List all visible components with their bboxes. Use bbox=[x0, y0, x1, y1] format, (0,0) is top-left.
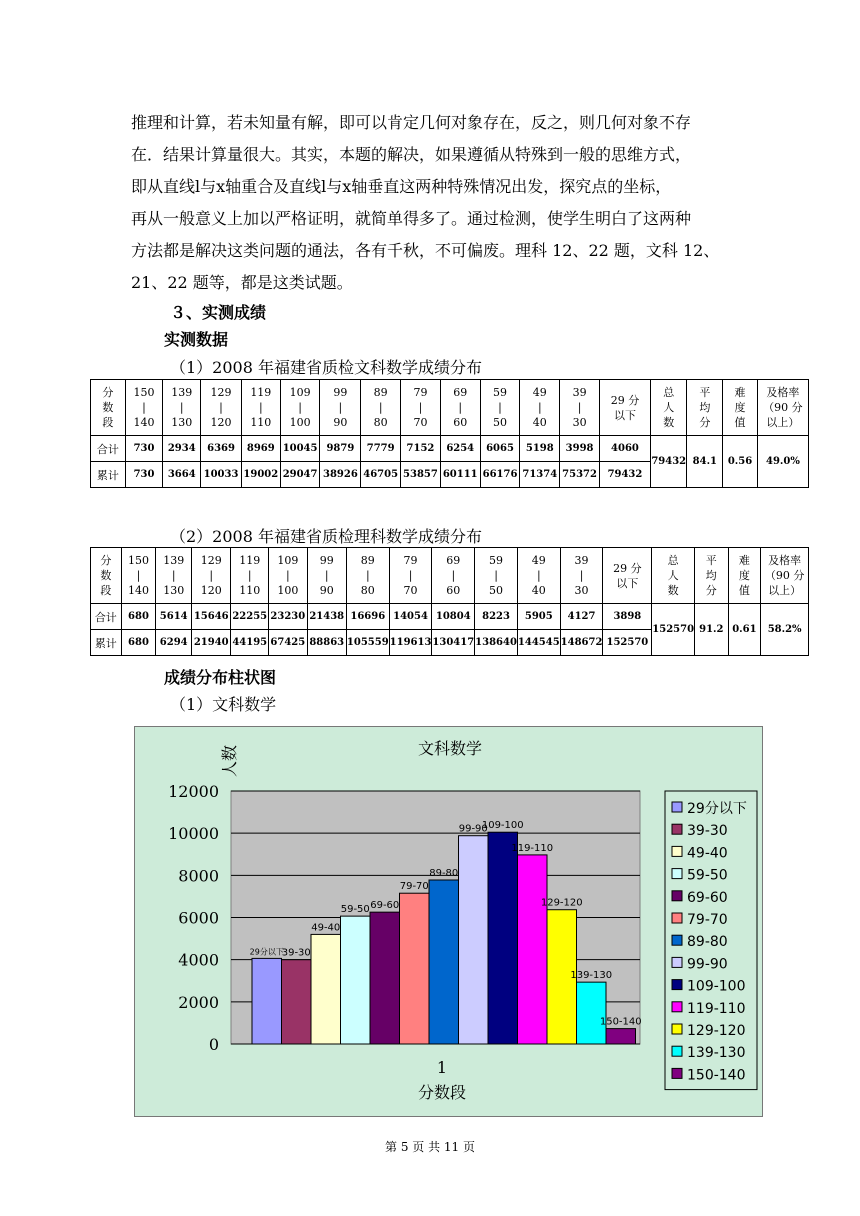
legend-swatch bbox=[672, 824, 682, 834]
bar-data-label: 150-140 bbox=[599, 1016, 642, 1028]
bar-69-60 bbox=[370, 912, 400, 1044]
table1-cumulative-cell: 66176 bbox=[480, 462, 520, 488]
table1-header-cell: 平 均 分 bbox=[687, 380, 723, 436]
legend-swatch bbox=[672, 802, 682, 812]
table1-header-cell: 49 | 40 bbox=[520, 380, 560, 436]
legend-label: 49-40 bbox=[687, 845, 728, 862]
chart-caption: （1）文科数学 bbox=[170, 695, 277, 714]
legend-swatch bbox=[672, 1002, 682, 1012]
legend-label: 79-70 bbox=[687, 912, 728, 928]
section-heading: ３、实测成绩 bbox=[170, 303, 267, 322]
table2-total-cell: 15646 bbox=[192, 604, 231, 630]
table1-total-cell: 3998 bbox=[560, 436, 600, 462]
legend-swatch bbox=[672, 1046, 682, 1056]
y-axis-label: 人数 bbox=[220, 744, 239, 778]
table2-header-cell: 139 | 130 bbox=[156, 548, 192, 604]
bar-119-110 bbox=[518, 855, 548, 1044]
table2-header-cell: 129 | 120 bbox=[192, 548, 231, 604]
bar-data-label: 49-40 bbox=[311, 922, 341, 934]
table2-header-cell: 150 | 140 bbox=[121, 548, 156, 604]
paragraph-line: 21、22 题等，都是这类试题。 bbox=[131, 273, 353, 292]
table2-header-cell: 79 | 70 bbox=[389, 548, 432, 604]
y-tick-label: 6000 bbox=[178, 908, 219, 928]
table2-header-cell: 109 | 100 bbox=[269, 548, 308, 604]
y-tick-label: 4000 bbox=[178, 950, 219, 970]
table1-cumulative-cell: 19002 bbox=[241, 462, 280, 488]
legend-swatch bbox=[672, 913, 682, 923]
table2-total-cell: 10804 bbox=[432, 604, 475, 630]
legend-label: 29分以下 bbox=[687, 801, 747, 817]
bar-data-label: 139-130 bbox=[570, 970, 613, 982]
paragraph-line: 在．结果计算量很大。其实，本题的解决，如果遵循从特殊到一般的思维方式， bbox=[131, 145, 692, 164]
table2-cumulative-cell: 130417 bbox=[432, 630, 475, 656]
table1-header-cell: 难 度 值 bbox=[723, 380, 758, 436]
table2-total-cell: 23230 bbox=[269, 604, 308, 630]
score-table-science bbox=[90, 547, 809, 656]
table1-header-cell: 分 数 段 bbox=[91, 380, 126, 436]
table1-total-cell: 6369 bbox=[201, 436, 242, 462]
table2-caption: （2）2008 年福建省质检理科数学成绩分布 bbox=[170, 527, 482, 546]
table2-header-cell: 59 | 50 bbox=[475, 548, 518, 604]
table2-total-cell: 680 bbox=[121, 604, 156, 630]
paragraph-line: 再从一般意义上加以严格证明，就简单得多了。通过检测，使学生明白了这两种 bbox=[131, 209, 692, 228]
page-footer: 第 5 页 共 11 页 bbox=[385, 1140, 475, 1154]
table1-header-cell: 109 | 100 bbox=[280, 380, 320, 436]
subheading-chart: 成绩分布柱状图 bbox=[164, 668, 277, 687]
bar-data-label: 59-50 bbox=[340, 904, 370, 916]
table1-total-cell: 2934 bbox=[163, 436, 201, 462]
table2-cumulative-cell: 138640 bbox=[475, 630, 518, 656]
table1-total-cell: 5198 bbox=[520, 436, 560, 462]
score-table-arts bbox=[90, 379, 809, 488]
paragraph-line: 即从直线l与x轴重合及直线l与x轴垂直这两种特殊情况出发，探究点的坐标， bbox=[131, 177, 672, 196]
table1-header-cell: 129 | 120 bbox=[201, 380, 242, 436]
legend-swatch bbox=[672, 846, 682, 856]
table2-summary-cell: 152570 bbox=[652, 604, 695, 656]
table1-cumulative-cell: 71374 bbox=[520, 462, 560, 488]
subheading-data: 实测数据 bbox=[164, 330, 229, 349]
x-axis-label: 分数段 bbox=[417, 1083, 467, 1102]
legend-label: 99-90 bbox=[687, 956, 728, 973]
paragraph-line: 方法都是解决这类问题的通法，各有千秋，不可偏废。理科 12、22 题，文科 12、 bbox=[131, 241, 720, 260]
table1-summary-cell: 49.0% bbox=[757, 436, 808, 488]
y-tick-label: 0 bbox=[208, 1035, 219, 1054]
table1-header-cell: 139 | 130 bbox=[163, 380, 201, 436]
bar-79-70 bbox=[400, 893, 430, 1044]
table2-cumulative-cell: 144545 bbox=[517, 630, 560, 656]
legend-label: 109-100 bbox=[687, 978, 746, 995]
legend-label: 59-50 bbox=[687, 867, 728, 884]
legend-swatch bbox=[672, 1024, 682, 1034]
bar-59-50 bbox=[341, 916, 371, 1044]
table2-cumulative-cell: 148672 bbox=[560, 630, 603, 656]
table2-header-cell: 难 度 值 bbox=[728, 548, 761, 604]
legend-swatch bbox=[672, 957, 682, 967]
table2-total-cell: 4127 bbox=[560, 604, 603, 630]
table2-total-cell: 22255 bbox=[231, 604, 269, 630]
table1-total-cell: 合计 bbox=[91, 436, 126, 462]
category-label: 1 bbox=[436, 1058, 448, 1077]
table2-total-cell: 21438 bbox=[307, 604, 346, 630]
chart-svg bbox=[135, 727, 762, 1116]
table1-caption: （1）2008 年福建省质检文科数学成绩分布 bbox=[170, 358, 482, 377]
legend-label: 69-60 bbox=[687, 889, 728, 906]
bar-89-80 bbox=[429, 880, 459, 1044]
bar-chart bbox=[134, 726, 763, 1117]
table2-header-cell: 平 均 分 bbox=[695, 548, 729, 604]
legend-label: 89-80 bbox=[687, 934, 728, 951]
legend-swatch bbox=[672, 869, 682, 879]
table1-cumulative-cell: 38926 bbox=[320, 462, 361, 488]
table2-total-cell: 5905 bbox=[517, 604, 560, 630]
table2-summary-cell: 0.61 bbox=[728, 604, 761, 656]
table2-total-cell: 合计 bbox=[91, 604, 122, 630]
bar-data-label: 69-60 bbox=[370, 900, 400, 912]
table1-header-cell: 69 | 60 bbox=[440, 380, 480, 436]
table1-cumulative-cell: 46705 bbox=[361, 462, 401, 488]
table1-header-cell: 39 | 30 bbox=[560, 380, 600, 436]
table1-summary-cell: 0.56 bbox=[723, 436, 758, 488]
table2-header-cell: 49 | 40 bbox=[517, 548, 560, 604]
table1-cumulative-cell: 10033 bbox=[201, 462, 242, 488]
table2-header-cell: 分 数 段 bbox=[91, 548, 122, 604]
table1-cumulative-cell: 60111 bbox=[440, 462, 480, 488]
legend-swatch bbox=[672, 935, 682, 945]
table1-total-cell: 10045 bbox=[280, 436, 320, 462]
table1-cumulative-cell: 3664 bbox=[163, 462, 201, 488]
table2-total-cell: 8223 bbox=[475, 604, 518, 630]
table2-cumulative-cell: 119613 bbox=[389, 630, 432, 656]
bar-data-label: 119-110 bbox=[511, 842, 554, 854]
table1-cumulative-cell: 75372 bbox=[560, 462, 600, 488]
table1-cumulative-cell: 79432 bbox=[599, 462, 650, 488]
legend-swatch bbox=[672, 980, 682, 990]
table2-header-cell: 99 | 90 bbox=[307, 548, 346, 604]
table1-header-cell: 59 | 50 bbox=[480, 380, 520, 436]
body-paragraph bbox=[131, 107, 731, 299]
table2-header-cell: 69 | 60 bbox=[432, 548, 475, 604]
y-tick-label: 10000 bbox=[168, 824, 219, 844]
table1-cumulative-cell: 29047 bbox=[280, 462, 320, 488]
legend-label: 150-140 bbox=[687, 1067, 746, 1084]
table2-total-cell: 5614 bbox=[156, 604, 192, 630]
bar-109-100 bbox=[488, 832, 518, 1044]
table2-cumulative-cell: 680 bbox=[121, 630, 156, 656]
table2-cumulative-cell: 152570 bbox=[603, 630, 652, 656]
bar-data-label: 39-30 bbox=[281, 947, 311, 959]
table1-cumulative-cell: 53857 bbox=[401, 462, 441, 488]
table1-total-cell: 7779 bbox=[361, 436, 401, 462]
bar-data-label: 99-90 bbox=[458, 823, 488, 835]
table2-header-cell: 39 | 30 bbox=[560, 548, 603, 604]
bar-data-label: 89-80 bbox=[429, 867, 459, 879]
legend-label: 119-110 bbox=[687, 1000, 746, 1017]
table1-header-cell: 29 分 以下 bbox=[599, 380, 650, 436]
bar-150-140 bbox=[606, 1029, 636, 1044]
table2-cumulative-cell: 21940 bbox=[192, 630, 231, 656]
table1-cumulative-cell: 730 bbox=[125, 462, 163, 488]
table1-header-cell: 150 | 140 bbox=[125, 380, 163, 436]
table2-total-cell: 14054 bbox=[389, 604, 432, 630]
bar-data-label: 29分以下 bbox=[249, 947, 284, 957]
table2-summary-cell: 91.2 bbox=[695, 604, 729, 656]
table1-cumulative-cell: 累计 bbox=[91, 462, 126, 488]
table1-total-cell: 4060 bbox=[599, 436, 650, 462]
table1-header-cell: 总 人 数 bbox=[650, 380, 687, 436]
y-tick-label: 8000 bbox=[178, 866, 219, 886]
table2-summary-cell: 58.2% bbox=[761, 604, 809, 656]
table1-summary-cell: 84.1 bbox=[687, 436, 723, 488]
bar-139-130 bbox=[577, 982, 607, 1044]
table2-header-cell: 及格率 （90 分 以上） bbox=[761, 548, 809, 604]
legend-label: 129-120 bbox=[687, 1023, 746, 1039]
table1-total-cell: 6254 bbox=[440, 436, 480, 462]
paragraph-line: 推理和计算，若未知量有解，即可以肯定几何对象存在，反之，则几何对象不存 bbox=[131, 113, 692, 132]
bar-29分以下 bbox=[252, 958, 282, 1044]
table1-header-cell: 79 | 70 bbox=[401, 380, 441, 436]
table2-cumulative-cell: 105559 bbox=[346, 630, 389, 656]
bar-39-30 bbox=[282, 960, 312, 1044]
bar-49-40 bbox=[311, 934, 341, 1044]
table1-header-cell: 及格率 （90 分 以上） bbox=[757, 380, 808, 436]
table1-total-cell: 730 bbox=[125, 436, 163, 462]
table1-header-cell: 99 | 90 bbox=[320, 380, 361, 436]
table1-summary-cell: 79432 bbox=[650, 436, 687, 488]
y-tick-label: 2000 bbox=[178, 992, 219, 1012]
bar-data-label: 109-100 bbox=[481, 820, 524, 832]
table2-header-cell: 29 分 以下 bbox=[603, 548, 652, 604]
bar-data-label: 129-120 bbox=[540, 897, 583, 909]
legend-label: 139-130 bbox=[687, 1045, 746, 1062]
table2-cumulative-cell: 6294 bbox=[156, 630, 192, 656]
table2-cumulative-cell: 67425 bbox=[269, 630, 308, 656]
table1-total-cell: 8969 bbox=[241, 436, 280, 462]
legend-swatch bbox=[672, 1068, 682, 1078]
table2-header-cell: 总 人 数 bbox=[652, 548, 695, 604]
y-tick-label: 12000 bbox=[168, 782, 219, 801]
bar-99-90 bbox=[459, 836, 489, 1044]
table2-cumulative-cell: 44195 bbox=[231, 630, 269, 656]
legend-swatch bbox=[672, 891, 682, 901]
table2-header-cell: 119 | 110 bbox=[231, 548, 269, 604]
table1-total-cell: 9879 bbox=[320, 436, 361, 462]
table2-total-cell: 3898 bbox=[603, 604, 652, 630]
table2-total-cell: 16696 bbox=[346, 604, 389, 630]
chart-title: 文科数学 bbox=[417, 739, 483, 758]
bar-data-label: 79-70 bbox=[399, 881, 429, 893]
table1-total-cell: 6065 bbox=[480, 436, 520, 462]
table2-header-cell: 89 | 80 bbox=[346, 548, 389, 604]
table1-header-cell: 89 | 80 bbox=[361, 380, 401, 436]
table2-cumulative-cell: 累计 bbox=[91, 630, 122, 656]
legend-label: 39-30 bbox=[687, 823, 728, 840]
table1-total-cell: 7152 bbox=[401, 436, 441, 462]
table2-cumulative-cell: 88863 bbox=[307, 630, 346, 656]
table1-header-cell: 119 | 110 bbox=[241, 380, 280, 436]
